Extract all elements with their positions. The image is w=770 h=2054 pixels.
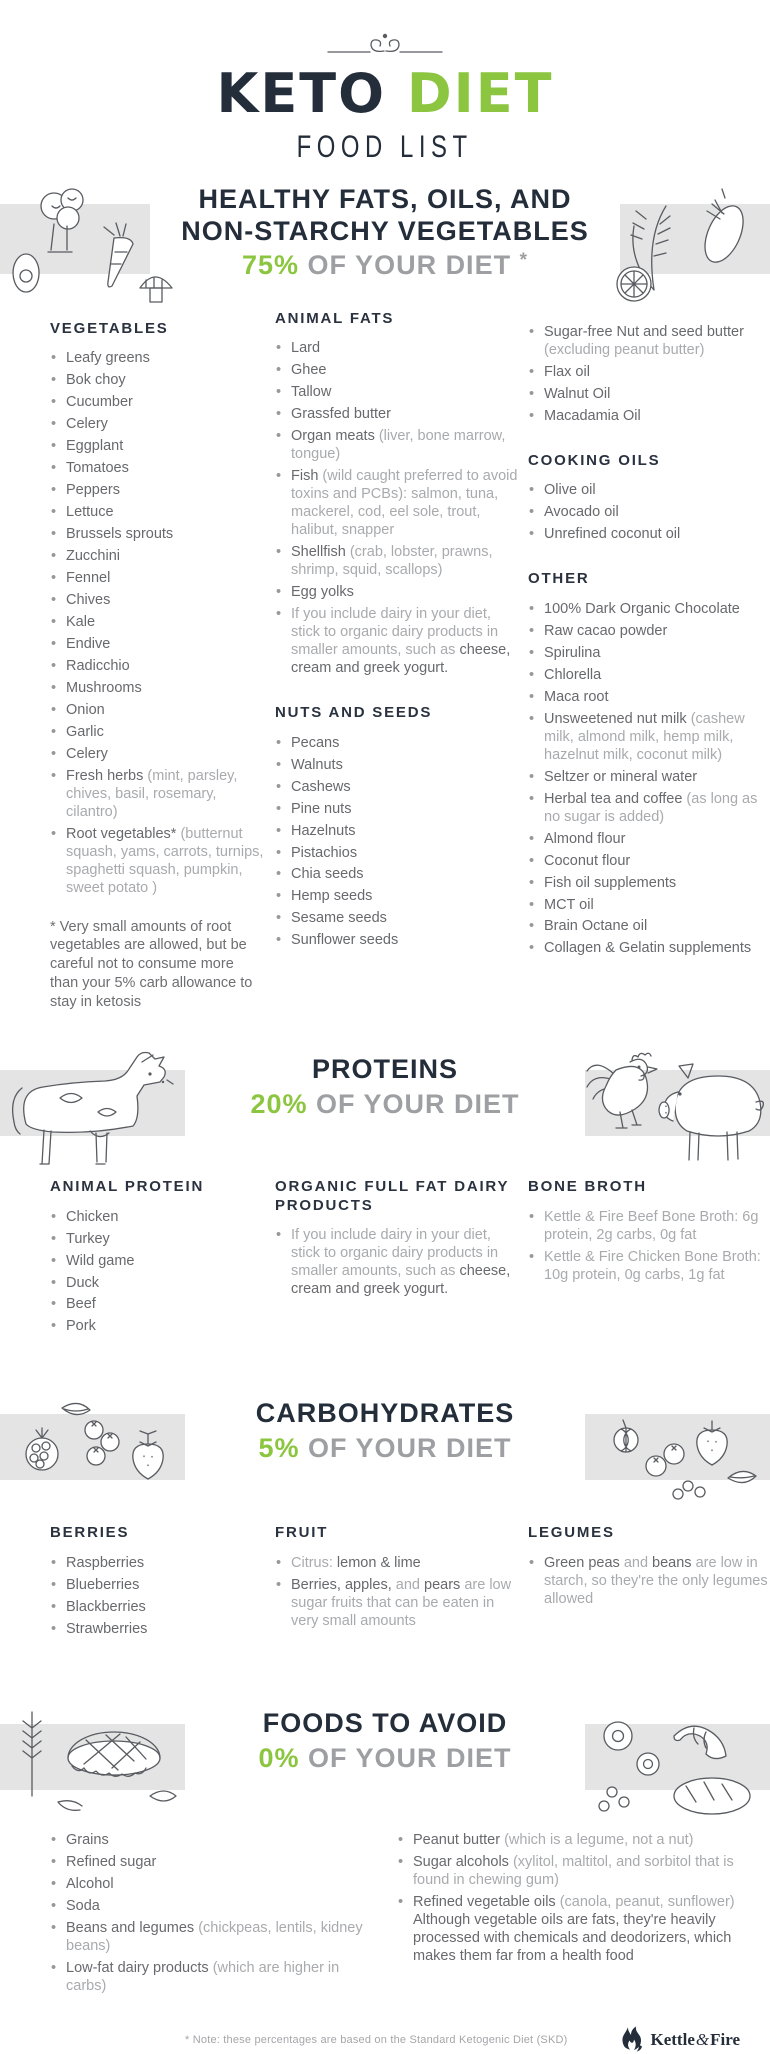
- page-title: [0, 62, 770, 125]
- list-item: • Pork: [50, 1318, 266, 1336]
- list-item: • Walnuts: [275, 757, 519, 775]
- list-item: • Cashews: [275, 779, 519, 797]
- avoid-title: FOODS TO AVOID: [262, 1707, 508, 1738]
- list-item: • Pistachios: [275, 845, 519, 863]
- list-item: • MCT oil: [528, 897, 770, 915]
- section-fats-heading: [150, 184, 620, 282]
- vegetables-column: [50, 310, 266, 1012]
- carbs-percent: 5%: [258, 1432, 300, 1463]
- animal-protein-column: [50, 1178, 266, 1364]
- section-carbs-heading: [150, 1398, 620, 1464]
- list-item: • Peppers: [50, 482, 266, 500]
- list-item: • Refined sugar: [50, 1854, 382, 1872]
- list-item: • Fish (wild caught preferred to avoid toxins and PCBs): salmon, tuna, mackerel, cod, eel sole, trout, halibut, snapper: [275, 468, 519, 540]
- bone-broth-list: [528, 1209, 770, 1285]
- bone-broth-heading: BONE BROTH: [528, 1177, 647, 1195]
- fruit-heading: FRUIT: [275, 1523, 329, 1541]
- other-heading: OTHER: [528, 570, 590, 588]
- list-item: • Pine nuts: [275, 801, 519, 819]
- fruit-list: [275, 1555, 519, 1631]
- list-item: • Flax oil: [528, 364, 770, 382]
- proteins-percent: 20%: [250, 1088, 308, 1119]
- flame-icon: [621, 2026, 645, 2054]
- animal-protein-list: [50, 1209, 266, 1337]
- list-item: • Cucumber: [50, 394, 266, 412]
- cooking-oils-heading: COOKING OILS: [528, 451, 661, 469]
- dairy-column: [275, 1178, 519, 1364]
- section-avoid-heading: [150, 1708, 620, 1774]
- brand-ampersand: &: [695, 2029, 710, 2049]
- vegetables-illustration-left: [2, 168, 174, 308]
- fruit-column: [275, 1524, 519, 1676]
- list-item: • Egg yolks: [275, 584, 519, 602]
- kettle-and-fire-logo: [621, 2026, 741, 2054]
- brand-kettle: Kettle: [650, 2029, 695, 2049]
- list-item: • Pecans: [275, 735, 519, 753]
- title-keto: KETO: [216, 62, 387, 125]
- nuts-seeds-heading: NUTS AND SEEDS: [275, 703, 433, 721]
- list-item: • Sunflower seeds: [275, 932, 519, 950]
- list-item: • Turkey: [50, 1231, 266, 1249]
- list-item: • Chicken: [50, 1209, 266, 1227]
- vegetables-heading: VEGETABLES: [50, 319, 169, 337]
- vegetables-illustration-right: [596, 168, 768, 308]
- list-item: • Grassfed butter: [275, 406, 519, 424]
- list-item: • Raw cacao powder: [528, 623, 770, 641]
- list-item: • If you include dairy in your diet, stick to organic dairy products in smaller amounts, such as cheese, cream and greek yogurt.: [275, 606, 519, 678]
- page-subtitle: FOOD LIST: [297, 127, 473, 164]
- list-item: • Kale: [50, 614, 266, 632]
- list-item: • Soda: [50, 1898, 382, 1916]
- list-item: • Seltzer or mineral water: [528, 769, 770, 787]
- list-item: • Chia seeds: [275, 866, 519, 884]
- footnote-skd: * Note: these percentages are based on the Standard Ketogenic Diet (SKD): [185, 2033, 568, 2046]
- proteins-percent-label: OF YOUR DIET: [316, 1088, 520, 1119]
- fats-percent-label: OF YOUR DIET: [307, 250, 512, 281]
- list-item: • Alcohol: [50, 1876, 382, 1894]
- list-item: • Endive: [50, 636, 266, 654]
- title-diet: DIET: [406, 62, 554, 125]
- berries-list: [50, 1555, 266, 1639]
- footer: [0, 2026, 770, 2054]
- list-item: • Bok choy: [50, 372, 266, 390]
- list-item: • Fennel: [50, 570, 266, 588]
- list-item: • Celery: [50, 416, 266, 434]
- list-item: • Grains: [50, 1832, 382, 1850]
- list-item: • Strawberries: [50, 1621, 266, 1639]
- list-item: • Radicchio: [50, 658, 266, 676]
- list-item: • Refined vegetable oils (canola, peanut, sunflower) Although vegetable oils are fats, they're heavily processed with chemicals and deodorizers, which makes them far from a health food: [397, 1894, 765, 1966]
- list-item: • Ghee: [275, 362, 519, 380]
- list-item: • Green peas and beans are low in starch, so they're the only legumes allowed: [528, 1555, 770, 1609]
- animal-fats-heading: ANIMAL FATS: [275, 309, 395, 327]
- list-item: • Citrus: lemon & lime: [275, 1555, 519, 1573]
- list-item: • Blackberries: [50, 1599, 266, 1617]
- list-item: • Avocado oil: [528, 504, 770, 522]
- animal-fats-list: [275, 340, 519, 677]
- list-item: • Tomatoes: [50, 460, 266, 478]
- other-list: [528, 601, 770, 958]
- avoid-percent-label: OF YOUR DIET: [308, 1742, 512, 1773]
- avoid-column-1: [50, 1832, 382, 2000]
- list-item: • Fresh herbs (mint, parsley, chives, basil, rosemary, cilantro): [50, 768, 266, 822]
- section-banner-carbs: [0, 1390, 770, 1502]
- list-item: • Chlorella: [528, 667, 770, 685]
- list-item: • Walnut Oil: [528, 386, 770, 404]
- brand-fire: Fire: [710, 2029, 740, 2049]
- nuts-seeds-list: [275, 735, 519, 951]
- list-item: • Celery: [50, 746, 266, 764]
- list-item: • Blueberries: [50, 1577, 266, 1595]
- list-item: • Spirulina: [528, 645, 770, 663]
- section-proteins-heading: [150, 1054, 620, 1120]
- ornament-flourish-icon: [320, 30, 450, 60]
- list-item: • Duck: [50, 1275, 266, 1293]
- list-item: • Chives: [50, 592, 266, 610]
- list-item: • Sugar-free Nut and seed butter (excluding peanut butter): [528, 324, 770, 360]
- fats-title-line2: NON-STARCHY VEGETABLES: [181, 215, 589, 246]
- list-item: • Brain Octane oil: [528, 918, 770, 936]
- section-banner-proteins: [0, 1046, 770, 1158]
- fats-title-line1: HEALTHY FATS, OILS, AND: [198, 183, 572, 214]
- list-item: • Brussels sprouts: [50, 526, 266, 544]
- list-item: • Eggplant: [50, 438, 266, 456]
- list-item: • Leafy greens: [50, 350, 266, 368]
- fats-asterisk: *: [519, 250, 528, 272]
- list-item: • Unsweetened nut milk (cashew milk, almond milk, hemp milk, hazelnut milk, coconut milk): [528, 711, 770, 765]
- fats-columns: [0, 310, 770, 1012]
- bone-broth-column: [528, 1178, 770, 1364]
- header: [0, 0, 770, 162]
- list-item: • Olive oil: [528, 482, 770, 500]
- proteins-columns: [0, 1178, 770, 1364]
- list-item: • If you include dairy in your diet, stick to organic dairy products in smaller amounts, such as cheese, cream and greek yogurt.: [275, 1227, 519, 1299]
- list-item: • Almond flour: [528, 831, 770, 849]
- list-item: • Sugar alcohols (xylitol, maltitol, and sorbitol that is found in chewing gum): [397, 1854, 765, 1890]
- list-item: • Herbal tea and coffee (as long as no sugar is added): [528, 791, 770, 827]
- legumes-column: [528, 1524, 770, 1676]
- list-item: • 100% Dark Organic Chocolate: [528, 601, 770, 619]
- list-item: • Mushrooms: [50, 680, 266, 698]
- list-item: • Shellfish (crab, lobster, prawns, shrimp, squid, scallops): [275, 544, 519, 580]
- list-item: • Unrefined coconut oil: [528, 526, 770, 544]
- vegetables-list: [50, 350, 266, 897]
- more-fats-list: [528, 324, 770, 426]
- avoid-percent: 0%: [258, 1742, 300, 1773]
- avoid-columns: [0, 1832, 770, 2000]
- list-item: • Macadamia Oil: [528, 408, 770, 426]
- list-item: • Fish oil supplements: [528, 875, 770, 893]
- carbs-columns: [0, 1524, 770, 1676]
- avoid-column-2: [397, 1832, 765, 2000]
- proteins-title: PROTEINS: [311, 1053, 459, 1084]
- list-item: • Lettuce: [50, 504, 266, 522]
- list-item: • Zucchini: [50, 548, 266, 566]
- section-banner-avoid: [0, 1700, 770, 1812]
- list-item: • Beef: [50, 1296, 266, 1314]
- fats-percent: 75%: [241, 250, 300, 281]
- carbs-percent-label: OF YOUR DIET: [308, 1432, 512, 1463]
- avoid-list-1: [50, 1832, 382, 1996]
- list-item: • Maca root: [528, 689, 770, 707]
- oils-other-column: [528, 310, 770, 1012]
- list-item: • Berries, apples, and pears are low sugar fruits that can be eaten in very small amounts: [275, 1577, 519, 1631]
- carbs-title: CARBOHYDRATES: [255, 1397, 515, 1428]
- root-vegetables-footnote: * Very small amounts of root vegetables are allowed, but be careful not to consume more than your 5% carb allowance to stay in ketosis: [50, 918, 253, 1010]
- animal-fats-column: [275, 310, 519, 1012]
- list-item: • Organ meats (liver, bone marrow, tongue): [275, 428, 519, 464]
- list-item: • Hemp seeds: [275, 888, 519, 906]
- dairy-list: [275, 1227, 519, 1299]
- list-item: • Low-fat dairy products (which are higher in carbs): [50, 1960, 382, 1996]
- list-item: • Garlic: [50, 724, 266, 742]
- cooking-oils-list: [528, 482, 770, 544]
- list-item: • Root vegetables* (butternut squash, yams, carrots, turnips, spaghetti squash, pumpkin, sweet potato ): [50, 826, 266, 898]
- list-item: • Onion: [50, 702, 266, 720]
- legumes-heading: LEGUMES: [528, 1523, 615, 1541]
- dairy-heading: ORGANIC FULL FAT DAIRY PRODUCTS: [275, 1177, 510, 1214]
- list-item: • Coconut flour: [528, 853, 770, 871]
- list-item: • Tallow: [275, 384, 519, 402]
- list-item: • Kettle & Fire Chicken Bone Broth: 10g protein, 0g carbs, 1g fat: [528, 1249, 770, 1285]
- list-item: • Collagen & Gelatin supplements: [528, 940, 770, 958]
- list-item: • Peanut butter (which is a legume, not a nut): [397, 1832, 765, 1850]
- list-item: • Beans and legumes (chickpeas, lentils, kidney beans): [50, 1920, 382, 1956]
- section-banner-fats: [0, 176, 770, 298]
- berries-heading: BERRIES: [50, 1523, 130, 1541]
- list-item: • Raspberries: [50, 1555, 266, 1573]
- list-item: • Lard: [275, 340, 519, 358]
- berries-column: [50, 1524, 266, 1676]
- list-item: • Hazelnuts: [275, 823, 519, 841]
- list-item: • Sesame seeds: [275, 910, 519, 928]
- animal-protein-heading: ANIMAL PROTEIN: [50, 1177, 205, 1195]
- legumes-list: [528, 1555, 770, 1609]
- list-item: • Wild game: [50, 1253, 266, 1271]
- list-item: • Kettle & Fire Beef Bone Broth: 6g protein, 2g carbs, 0g fat: [528, 1209, 770, 1245]
